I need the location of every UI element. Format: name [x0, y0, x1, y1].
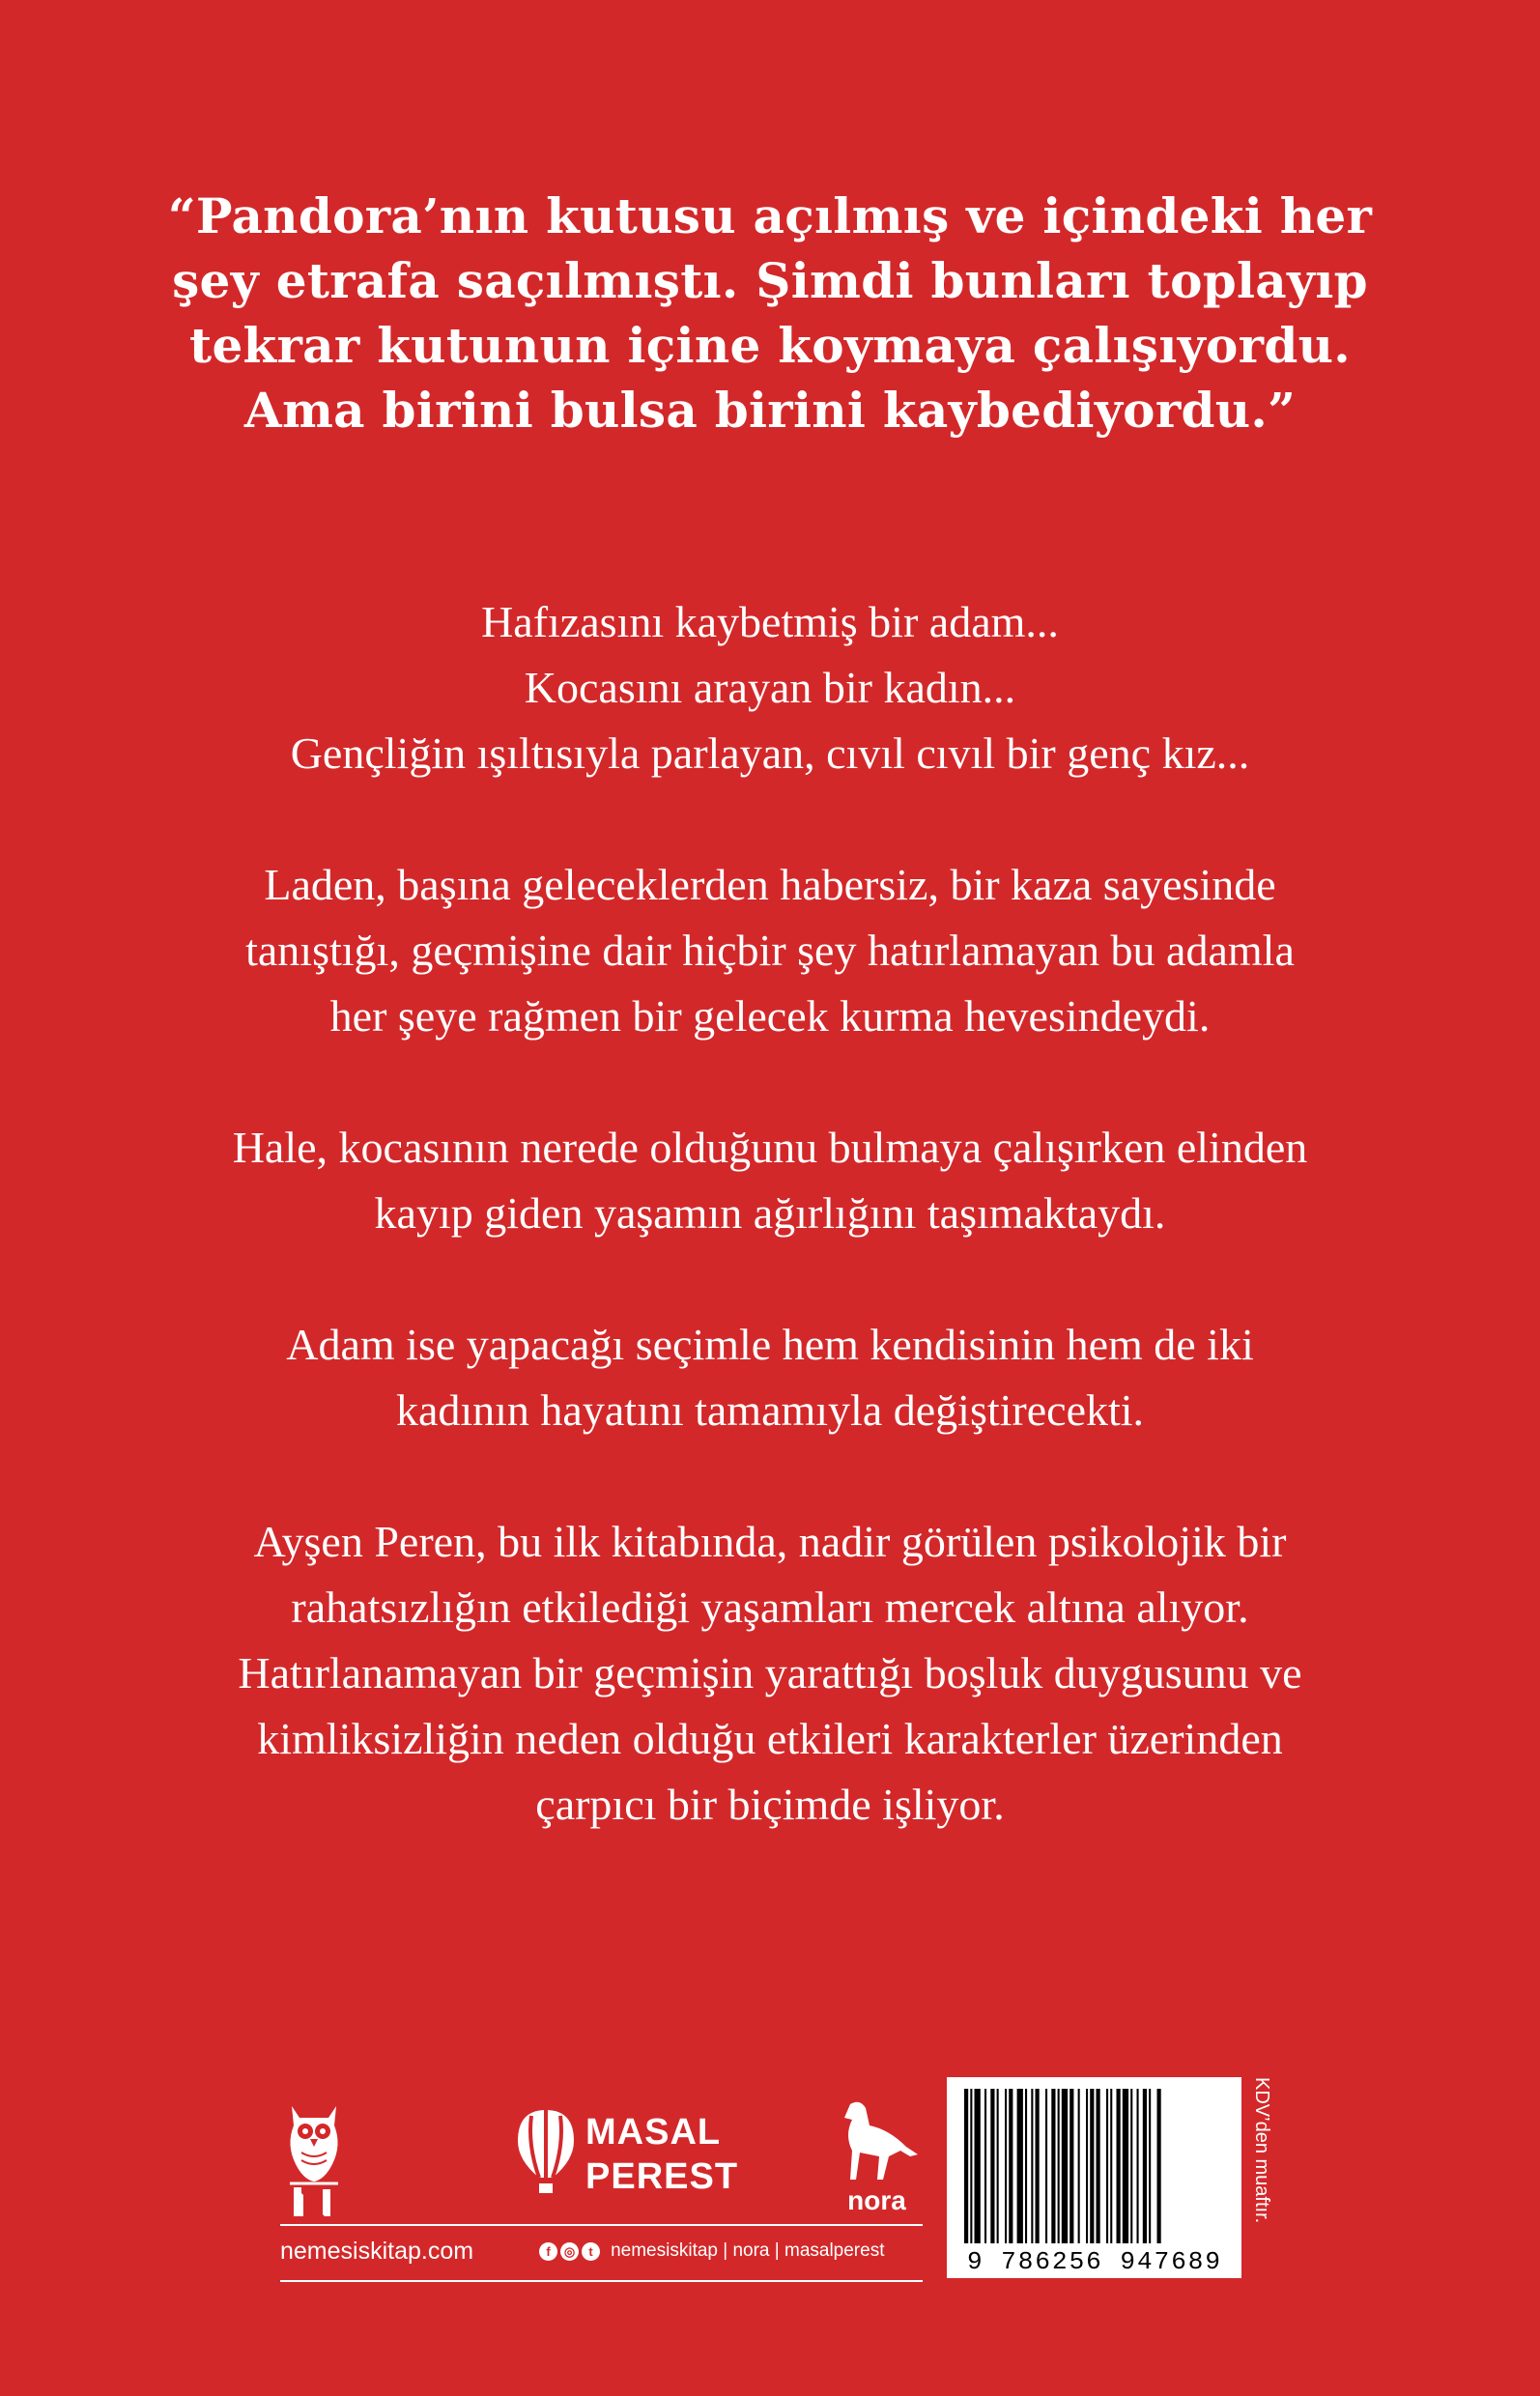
barcode-bar: [984, 2089, 986, 2243]
nemesis-owl-logo: [280, 2096, 348, 2217]
barcode-bar: [1117, 2089, 1121, 2243]
barcode-bar: [990, 2089, 994, 2243]
blurb-hale: [126, 1115, 1414, 1246]
barcode-bar: [975, 2089, 981, 2243]
tax-note-text: KDV’den muaftır.: [1251, 2077, 1272, 2224]
cover-quote: [145, 184, 1395, 442]
barcode-bar: [1078, 2089, 1080, 2243]
barcode-bar: [1005, 2089, 1007, 2243]
barcode-bar: [1069, 2089, 1073, 2243]
barcode-bar: [1090, 2089, 1094, 2243]
barcode-bar: [1149, 2089, 1151, 2243]
quote-line: “Pandora’nın kutusu açılmış ve içindeki her: [167, 187, 1373, 244]
quote-line: şey etrafa saçılmıştı. Şimdi bunları toplayıp: [172, 252, 1368, 309]
website-link[interactable]: nemesiskitap.com: [280, 2238, 474, 2265]
barcode-bar: [1130, 2089, 1132, 2243]
blurb-line: Hafızasını kaybetmiş bir adam...: [481, 597, 1059, 646]
isbn-number: 9 786256 947689: [966, 2247, 1223, 2276]
blurb: [126, 589, 1414, 1903]
barcode: [947, 2077, 1241, 2278]
social-links: [539, 2240, 884, 2266]
blurb-line: Gençliğin ışıltısıyla parlayan, cıvıl cıvıl bir genç kız...: [290, 728, 1250, 778]
barcode-bar: [1036, 2089, 1040, 2243]
blurb-line: Ayşen Peren, bu ilk kitabında, nadir görülen psikolojik bir: [253, 1517, 1287, 1566]
footer-divider: [280, 2224, 923, 2226]
instagram-icon[interactable]: ◎: [560, 2242, 579, 2261]
barcode-bar: [1058, 2089, 1060, 2243]
blurb-line: rahatsızlığın etkilediği yaşamları mercek altına alıyor.: [291, 1583, 1249, 1632]
masal-perest-logo: [512, 2106, 739, 2203]
barcode-bar: [970, 2089, 972, 2243]
blurb-line: Hale, kocasının nerede olduğunu bulmaya çalışırken elinden: [232, 1123, 1308, 1172]
blurb-adam: [126, 1312, 1414, 1443]
hot-air-balloon-icon: [512, 2106, 580, 2203]
facebook-icon[interactable]: f: [539, 2242, 557, 2261]
barcode-bar: [964, 2089, 968, 2243]
barcode-bar: [1009, 2089, 1012, 2243]
footer-divider: [280, 2280, 923, 2282]
blurb-line: tanıştığı, geçmişine dair hiçbir şey hatırlamayan bu adamla: [245, 926, 1295, 975]
blurb-line: kadının hayatını tamamıyla değiştirecekti.: [395, 1385, 1145, 1435]
blurb-line: kayıp giden yaşamın ağırlığını taşımaktaydı.: [374, 1188, 1166, 1238]
blurb-laden: [126, 852, 1414, 1049]
nora-wordmark: nora: [847, 2185, 906, 2215]
barcode-bar: [1106, 2089, 1108, 2243]
barcode-bar: [1097, 2089, 1100, 2243]
back-cover-footer: [280, 2077, 1275, 2290]
barcode-bars: [958, 2089, 1230, 2245]
masal-wordmark-line: MASAL: [585, 2112, 722, 2153]
blurb-line: çarpıcı bir biçimde işliyor.: [535, 1780, 1005, 1829]
owl-icon: [280, 2096, 348, 2217]
blurb-line: Kocasını arayan bir kadın...: [524, 663, 1016, 712]
barcode-bar: [997, 2089, 999, 2243]
barcode-bar: [1031, 2089, 1033, 2243]
quote-line: tekrar kutunun içine koymaya çalışıyordu.: [189, 317, 1351, 374]
barcode-bar: [1062, 2089, 1068, 2243]
barcode-bar: [1137, 2089, 1139, 2243]
social-handles: nemesiskitap | nora | masalperest: [611, 2240, 885, 2261]
blurb-author: [126, 1509, 1414, 1838]
perest-wordmark-line: PEREST: [585, 2156, 739, 2197]
barcode-bar: [1051, 2089, 1055, 2243]
barcode-bar: [1017, 2089, 1023, 2243]
blurb-line: Laden, başına geleceklerden habersiz, bir kaza sayesinde: [264, 860, 1276, 909]
barcode-bar: [1157, 2089, 1161, 2243]
tax-note: [1249, 2077, 1278, 2278]
barcode-bar: [1025, 2089, 1027, 2243]
blurb-intro: [126, 589, 1414, 786]
barcode-bar: [1086, 2089, 1088, 2243]
masal-perest-wordmark: [585, 2110, 738, 2199]
greyhound-icon: [831, 2096, 923, 2183]
barcode-bar: [1045, 2089, 1047, 2243]
twitter-icon[interactable]: t: [582, 2242, 600, 2261]
blurb-line: kimliksizliğin neden olduğu etkileri karakterler üzerinden: [257, 1714, 1283, 1763]
quote-line: Ama birini bulsa birini kaybediyordu.”: [243, 382, 1297, 439]
blurb-line: Hatırlanamayan bir geçmişin yarattığı boşluk duygusunu ve: [238, 1648, 1302, 1697]
barcode-bar: [1110, 2089, 1112, 2243]
barcode-bar: [1123, 2089, 1128, 2243]
nora-logo: [831, 2096, 923, 2217]
blurb-line: her şeye rağmen bir gelecek kurma hevesindeydi.: [329, 991, 1211, 1041]
barcode-bar: [1143, 2089, 1147, 2243]
blurb-line: Adam ise yapacağı seçimle hem kendisinin hem de iki: [286, 1320, 1254, 1369]
